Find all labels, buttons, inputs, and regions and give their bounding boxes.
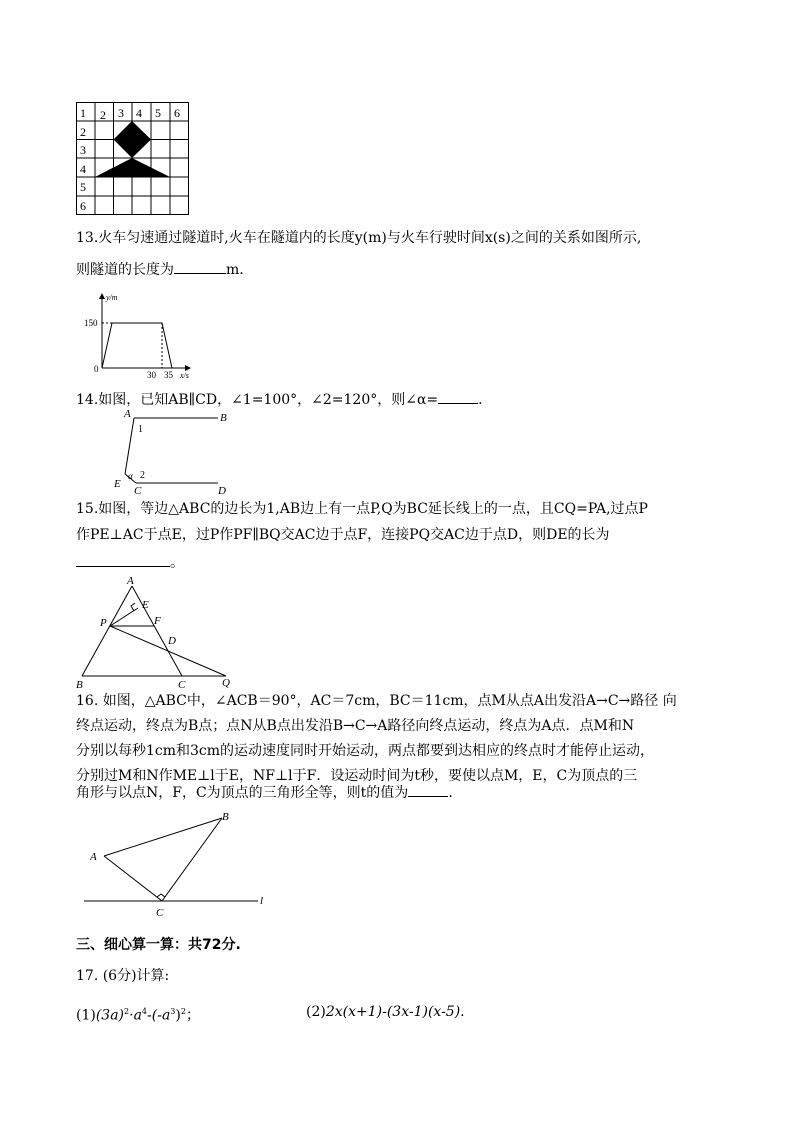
q15-text-line2: 作PE⊥AC于点E，过P作PF∥BQ交AC边于点F，连接PQ交AC边于点D，则DE的长为 <box>76 527 610 543</box>
q14-label-A: A <box>124 408 131 420</box>
q15-end: 。 <box>170 555 184 571</box>
q16-side-ac <box>104 856 162 901</box>
grid-col-label-5: 5 <box>155 106 161 120</box>
q15-text-line1: 15.如图，等边△ABC的边长为1,AB边上有一点P,Q为BC延长线上的一点，且CQ=PA,过点P <box>76 501 648 517</box>
q16-text-line3: 分别以每秒1cm和3cm的运动速度同时开始运动，两点都要到达相应的终点时才能停止运动， <box>76 743 655 759</box>
q15-label-D: D <box>168 635 176 647</box>
grid-col-label-3: 3 <box>118 106 124 120</box>
q13-series-line <box>102 323 172 368</box>
q13-xtick-30: 30 <box>147 370 156 380</box>
q17-p2-expression: 2x(x+1)-(3x-1)(x-5) <box>325 1004 461 1020</box>
q14-label-B: B <box>220 412 227 424</box>
grid-row-label-5: 5 <box>80 180 86 194</box>
q16-figure <box>76 806 276 920</box>
q17-part1 <box>76 1003 200 1025</box>
grid-row-label-2: 2 <box>80 125 86 139</box>
q15-text-line3 <box>76 552 184 572</box>
black-triangle-shape <box>95 158 170 177</box>
q17-p1-label: (1) <box>76 1007 96 1024</box>
q14-answer-blank[interactable] <box>438 389 478 404</box>
q14-label-C: C <box>134 485 142 496</box>
q16-label-l: l <box>260 895 264 907</box>
q15-side-ab <box>82 586 132 676</box>
q14-question: 14.如图，已知AB∥CD，∠1=100°，∠2=120°，则∠α= <box>76 392 439 408</box>
q14-label-2: 2 <box>140 470 145 481</box>
grid-col-label-4: 4 <box>136 106 142 120</box>
q14-label-D: D <box>218 485 226 496</box>
q17-p2-end: . <box>460 1004 465 1020</box>
grid-row-label-6: 6 <box>80 199 86 213</box>
q17-part2 <box>306 1003 465 1021</box>
q16-side-bc <box>162 818 222 901</box>
q14-label-alpha: α <box>128 471 133 481</box>
q15-label-E: E <box>142 599 149 611</box>
q17-p1-term-a: (3a) <box>95 1007 125 1024</box>
q15-label-B: B <box>76 679 83 691</box>
section3-title: 三、细心算一算：共72分. <box>76 937 241 953</box>
q16-label-A: A <box>90 851 97 863</box>
q15-label-Q: Q <box>222 677 230 689</box>
q13-question: 则隧道的长度为 <box>76 262 174 278</box>
q17-p1-exp3: 3 <box>170 1007 176 1016</box>
q16-text-line4: 分别过M和N作ME⊥l于E，NF⊥l于F．设运动时间为t秒，要使以点M，E，C为顶点的三 <box>76 768 638 784</box>
q15-side-ac <box>132 586 182 676</box>
q14-figure <box>110 406 240 496</box>
q16-text-line2: 终点运动，终点为B点；点N从B点出发沿B→C→A路径向终点运动，终点为A点．点M和N <box>76 718 635 734</box>
q13-unit: m. <box>226 262 244 278</box>
q17-p1-exp1: 2 <box>124 1007 130 1016</box>
q16-answer-blank[interactable] <box>408 782 448 797</box>
q15-label-P: P <box>100 617 107 629</box>
grid-col-label-6: 6 <box>174 106 180 120</box>
q17-p2-label: (2) <box>306 1004 326 1020</box>
q16-side-ab <box>104 818 222 856</box>
q16-end: . <box>448 785 453 801</box>
q17-title: 17. (6分)计算: <box>76 968 170 984</box>
q15-label-F: F <box>154 615 161 627</box>
q14-label-1: 1 <box>138 424 143 435</box>
grid-col-label-2: 2 <box>100 108 106 122</box>
q13-xlabel: x/s <box>180 371 189 380</box>
q13-origin: 0 <box>94 364 99 374</box>
q17-p1-end: ； <box>185 1007 200 1024</box>
grid-row-label-4: 4 <box>80 162 86 176</box>
q14-end: . <box>478 392 483 408</box>
q13-answer-blank[interactable] <box>174 259 226 274</box>
q16-right-angle-mark <box>157 894 165 897</box>
q13-ylabel: y/m <box>106 293 118 302</box>
q16-label-B: B <box>222 811 229 823</box>
q15-label-A: A <box>127 575 134 587</box>
q16-text-line1: 16. 如图，△ABC中，∠ACB＝90°，AC＝7cm，BC＝11cm，点M从点A出发沿A→C→路径 向 <box>76 693 677 709</box>
q13-ytick-150: 150 <box>84 318 98 328</box>
q17-p1-exp2: 4 <box>141 1007 148 1016</box>
grid-row-label-3: 3 <box>80 143 86 157</box>
q13-text-line1: 13.火车匀速通过隧道时,火车在隧道内的长度y(m)与火车行驶时间x(s)之间的关系如图所示, <box>76 230 642 246</box>
q14-label-E: E <box>114 478 121 490</box>
q17-p1-term-c: -(-a <box>147 1007 171 1024</box>
q15-figure <box>72 574 242 692</box>
q13-text-line2 <box>76 259 244 279</box>
black-diamond-shape <box>114 121 152 158</box>
q15-answer-blank[interactable] <box>76 552 170 567</box>
grid-figure <box>76 102 190 216</box>
q16-question: 角形与以点N，F，C为顶点的三角形全等，则t的值为 <box>76 785 409 801</box>
q17-p1-term-b: ·a <box>129 1007 142 1024</box>
q15-line-pq <box>110 626 226 676</box>
q15-label-C: C <box>178 679 186 691</box>
q17-p1-term-d: ) <box>175 1007 181 1024</box>
q17-p1-exp4: 2 <box>180 1007 186 1016</box>
q16-label-C: C <box>156 907 164 919</box>
grid-col-label-1: 1 <box>80 106 86 120</box>
q13-xtick-35: 35 <box>164 370 173 380</box>
q16-text-line5 <box>76 782 453 802</box>
q13-line-graph <box>76 290 200 380</box>
q14-segment-ae <box>125 418 134 474</box>
